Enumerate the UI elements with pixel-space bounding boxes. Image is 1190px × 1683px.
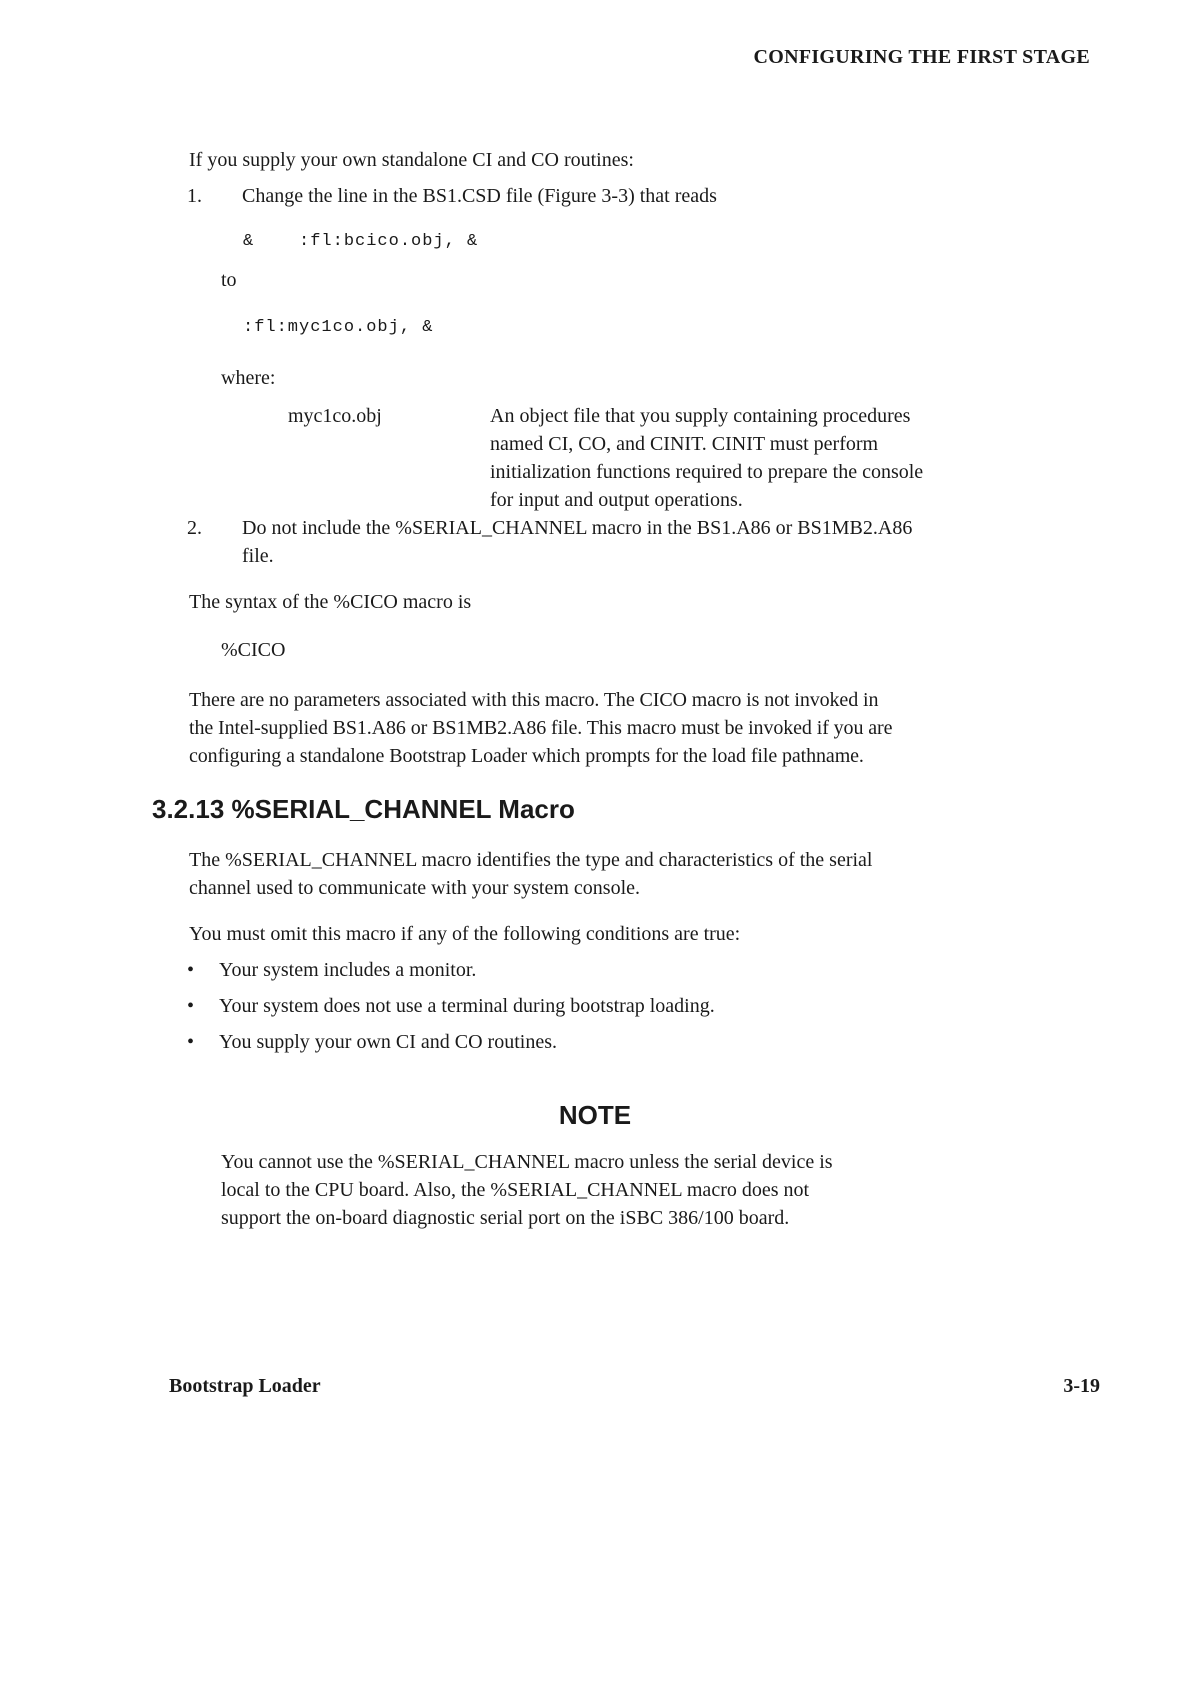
where-word: where:	[221, 367, 276, 389]
paragraph-line: There are no parameters associated with this macro. The CICO macro is not invoked in	[189, 689, 879, 711]
step-2-number: 2.	[187, 517, 202, 539]
list-item-text: You supply your own CI and CO routines.	[219, 1031, 557, 1053]
list-item	[187, 992, 715, 1020]
paragraph-line: configuring a standalone Bootstrap Loader which prompts for the load file pathname.	[189, 745, 864, 767]
footer-title: Bootstrap Loader	[169, 1375, 321, 1397]
section-paragraph	[189, 846, 872, 902]
step-2-line: Do not include the %SERIAL_CHANNEL macro in the BS1.A86 or BS1MB2.A86	[242, 517, 913, 539]
running-head: CONFIGURING THE FIRST STAGE	[753, 46, 1090, 68]
paragraph-line: the Intel-supplied BS1.A86 or BS1MB2.A86 file. This macro must be invoked if you are	[189, 717, 893, 739]
page-number: 3-19	[1063, 1375, 1100, 1397]
definition-line: An object file that you supply containing procedures	[490, 405, 911, 427]
bullet-icon: •	[187, 995, 195, 1017]
bullet-list	[187, 956, 715, 1056]
list-item-text: Your system includes a monitor.	[219, 959, 477, 981]
note-line: local to the CPU board. Also, the %SERIAL_CHANNEL macro does not	[221, 1179, 810, 1201]
paragraph-line: The %SERIAL_CHANNEL macro identifies the type and characteristics of the serial	[189, 849, 873, 871]
step-2-line: file.	[242, 545, 274, 567]
omit-intro: You must omit this macro if any of the following conditions are true:	[189, 923, 741, 945]
syntax-code: %CICO	[221, 639, 286, 661]
definition-line: for input and output operations.	[490, 489, 743, 511]
syntax-intro: The syntax of the %CICO macro is	[189, 591, 472, 613]
paragraph-line: channel used to communicate with your system console.	[189, 877, 641, 899]
note-line: You cannot use the %SERIAL_CHANNEL macro unless the serial device is	[221, 1151, 833, 1173]
list-item	[187, 1028, 715, 1056]
definition-term: myc1co.obj	[288, 405, 382, 427]
note-line: support the on-board diagnostic serial port on the iSBC 386/100 board.	[221, 1207, 790, 1229]
code-line-replacement: :fl:myc1co.obj, &	[243, 318, 434, 337]
section-heading: 3.2.13 %SERIAL_CHANNEL Macro	[152, 794, 575, 824]
step-1-number: 1.	[187, 185, 202, 207]
step-1-text: Change the line in the BS1.CSD file (Figure 3-3) that reads	[242, 185, 717, 207]
note-body	[221, 1148, 833, 1232]
list-item-text: Your system does not use a terminal during bootstrap loading.	[219, 995, 715, 1017]
intro-paragraph: If you supply your own standalone CI and CO routines:	[189, 149, 634, 171]
definition-line: named CI, CO, and CINIT. CINIT must perform	[490, 433, 879, 455]
code-line-original: & :fl:bcico.obj, &	[243, 232, 479, 251]
definition-text	[490, 402, 923, 514]
cico-paragraph	[189, 686, 892, 770]
note-title: NOTE	[558, 1100, 632, 1130]
step-2-text	[242, 514, 912, 570]
to-word: to	[221, 269, 237, 291]
definition-line: initialization functions required to prepare the console	[490, 461, 924, 483]
list-item	[187, 956, 715, 984]
bullet-icon: •	[187, 1031, 195, 1053]
bullet-icon: •	[187, 959, 195, 981]
